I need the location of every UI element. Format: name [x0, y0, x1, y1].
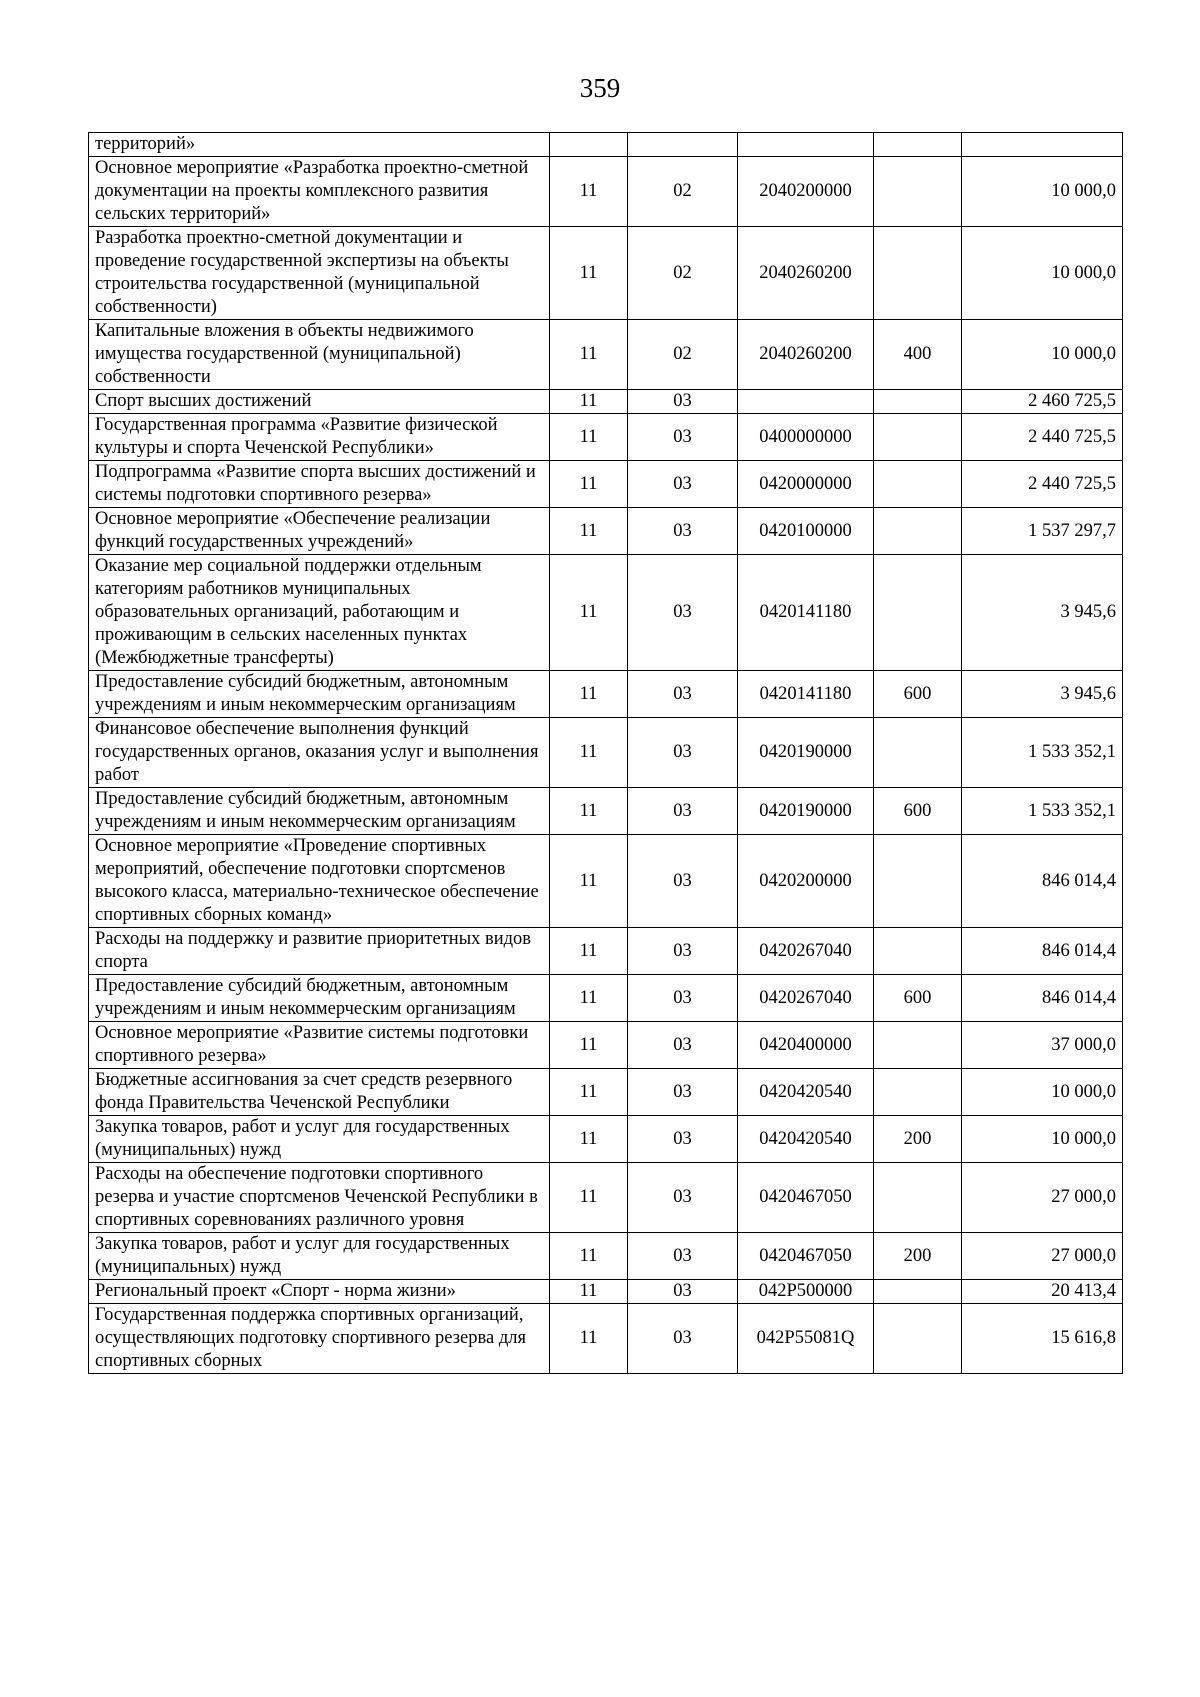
row-target-code: 042P55081Q	[738, 1304, 874, 1374]
row-section: 11	[550, 414, 628, 461]
row-section: 11	[550, 835, 628, 928]
row-expense-type	[874, 227, 962, 320]
row-name: территорий»	[89, 133, 550, 157]
row-name: Бюджетные ассигнования за счет средств резервного фонда Правительства Чеченской Республики	[89, 1069, 550, 1116]
row-name: Предоставление субсидий бюджетным, автономным учреждениям и иным некоммерческим организациям	[89, 975, 550, 1022]
row-amount: 2 440 725,5	[962, 461, 1123, 508]
row-name: Предоставление субсидий бюджетным, автономным учреждениям и иным некоммерческим организациям	[89, 671, 550, 718]
row-amount: 2 460 725,5	[962, 390, 1123, 414]
row-target-code	[738, 390, 874, 414]
row-amount: 3 945,6	[962, 555, 1123, 671]
row-subsection: 02	[628, 320, 738, 390]
row-expense-type	[874, 1304, 962, 1374]
row-expense-type	[874, 1163, 962, 1233]
row-expense-type	[874, 928, 962, 975]
row-section: 11	[550, 1304, 628, 1374]
row-subsection: 03	[628, 1304, 738, 1374]
row-name: Закупка товаров, работ и услуг для государственных (муниципальных) нужд	[89, 1116, 550, 1163]
row-subsection: 03	[628, 1022, 738, 1069]
row-name: Подпрограмма «Развитие спорта высших достижений и системы подготовки спортивного резерва»	[89, 461, 550, 508]
row-expense-type: 200	[874, 1233, 962, 1280]
row-expense-type	[874, 390, 962, 414]
row-expense-type	[874, 555, 962, 671]
row-amount	[962, 133, 1123, 157]
table-row	[89, 1280, 1123, 1304]
row-subsection: 03	[628, 671, 738, 718]
row-amount: 846 014,4	[962, 928, 1123, 975]
table-row	[89, 461, 1123, 508]
row-target-code: 0420267040	[738, 975, 874, 1022]
table-row	[89, 671, 1123, 718]
table-row	[89, 555, 1123, 671]
row-name: Государственная поддержка спортивных организаций, осуществляющих подготовку спортивного резерва для спортивных сборных	[89, 1304, 550, 1374]
row-subsection: 03	[628, 461, 738, 508]
row-amount: 3 945,6	[962, 671, 1123, 718]
row-name: Капитальные вложения в объекты недвижимого имущества государственной (муниципальной) собственности	[89, 320, 550, 390]
row-amount: 846 014,4	[962, 975, 1123, 1022]
table-row	[89, 508, 1123, 555]
table-row	[89, 1233, 1123, 1280]
table-row	[89, 975, 1123, 1022]
row-target-code: 2040260200	[738, 320, 874, 390]
row-section: 11	[550, 320, 628, 390]
row-subsection: 03	[628, 1163, 738, 1233]
row-expense-type	[874, 718, 962, 788]
row-subsection: 03	[628, 1116, 738, 1163]
row-name: Спорт высших достижений	[89, 390, 550, 414]
row-expense-type: 200	[874, 1116, 962, 1163]
row-section: 11	[550, 157, 628, 227]
row-name: Основное мероприятие «Разработка проектно-сметной документации на проекты комплексного развития сельских территорий»	[89, 157, 550, 227]
table-row	[89, 928, 1123, 975]
row-amount: 20 413,4	[962, 1280, 1123, 1304]
page-number: 359	[579, 73, 621, 103]
row-target-code: 0420000000	[738, 461, 874, 508]
row-section: 11	[550, 928, 628, 975]
table-row	[89, 390, 1123, 414]
row-expense-type	[874, 835, 962, 928]
row-name: Оказание мер социальной поддержки отдельным категориям работников муниципальных образовательных организаций, работающим и проживающим в сельских населенных пунктах (Межбюджетные трансферты)	[89, 555, 550, 671]
row-target-code: 2040200000	[738, 157, 874, 227]
row-target-code: 0400000000	[738, 414, 874, 461]
row-subsection	[628, 133, 738, 157]
table-row	[89, 788, 1123, 835]
row-target-code: 0420420540	[738, 1069, 874, 1116]
row-subsection: 02	[628, 227, 738, 320]
row-name: Закупка товаров, работ и услуг для государственных (муниципальных) нужд	[89, 1233, 550, 1280]
table-row	[89, 1304, 1123, 1374]
row-subsection: 02	[628, 157, 738, 227]
row-expense-type: 400	[874, 320, 962, 390]
row-amount: 10 000,0	[962, 157, 1123, 227]
row-subsection: 03	[628, 508, 738, 555]
row-section: 11	[550, 1233, 628, 1280]
row-section: 11	[550, 1116, 628, 1163]
row-amount: 27 000,0	[962, 1233, 1123, 1280]
table-row	[89, 835, 1123, 928]
row-expense-type	[874, 414, 962, 461]
row-amount: 37 000,0	[962, 1022, 1123, 1069]
row-expense-type	[874, 133, 962, 157]
row-name: Государственная программа «Развитие физической культуры и спорта Чеченской Республики»	[89, 414, 550, 461]
row-subsection: 03	[628, 390, 738, 414]
row-section	[550, 133, 628, 157]
row-subsection: 03	[628, 928, 738, 975]
row-section: 11	[550, 461, 628, 508]
row-amount: 10 000,0	[962, 320, 1123, 390]
row-name: Основное мероприятие «Проведение спортивных мероприятий, обеспечение подготовки спортсменов высокого класса, материально-техническое обеспечение спортивных сборных команд»	[89, 835, 550, 928]
table-row	[89, 718, 1123, 788]
row-amount: 2 440 725,5	[962, 414, 1123, 461]
table-row	[89, 320, 1123, 390]
table-row	[89, 414, 1123, 461]
row-expense-type	[874, 1280, 962, 1304]
table-row	[89, 1116, 1123, 1163]
row-amount: 1 533 352,1	[962, 718, 1123, 788]
table-row	[89, 1163, 1123, 1233]
row-name: Основное мероприятие «Обеспечение реализации функций государственных учреждений»	[89, 508, 550, 555]
row-name: Разработка проектно-сметной документации и проведение государственной экспертизы на объекты строительства государственной (муниципальной собственности)	[89, 227, 550, 320]
row-expense-type	[874, 1022, 962, 1069]
row-expense-type	[874, 1069, 962, 1116]
row-subsection: 03	[628, 555, 738, 671]
row-amount: 1 537 297,7	[962, 508, 1123, 555]
row-target-code: 2040260200	[738, 227, 874, 320]
row-amount: 846 014,4	[962, 835, 1123, 928]
row-section: 11	[550, 390, 628, 414]
row-target-code: 042P500000	[738, 1280, 874, 1304]
row-target-code: 0420100000	[738, 508, 874, 555]
row-expense-type	[874, 508, 962, 555]
row-subsection: 03	[628, 975, 738, 1022]
table-row	[89, 1069, 1123, 1116]
row-target-code: 0420400000	[738, 1022, 874, 1069]
row-target-code: 0420190000	[738, 718, 874, 788]
row-name: Предоставление субсидий бюджетным, автономным учреждениям и иным некоммерческим организациям	[89, 788, 550, 835]
row-amount: 10 000,0	[962, 1069, 1123, 1116]
row-subsection: 03	[628, 788, 738, 835]
row-subsection: 03	[628, 1280, 738, 1304]
row-target-code: 0420141180	[738, 555, 874, 671]
row-section: 11	[550, 555, 628, 671]
row-expense-type: 600	[874, 671, 962, 718]
row-amount: 10 000,0	[962, 227, 1123, 320]
table-row	[89, 227, 1123, 320]
row-section: 11	[550, 1163, 628, 1233]
budget-table	[88, 132, 1123, 1374]
row-target-code: 0420467050	[738, 1233, 874, 1280]
row-expense-type	[874, 157, 962, 227]
row-subsection: 03	[628, 1233, 738, 1280]
row-expense-type: 600	[874, 975, 962, 1022]
row-subsection: 03	[628, 835, 738, 928]
row-target-code: 0420420540	[738, 1116, 874, 1163]
row-name: Расходы на обеспечение подготовки спортивного резерва и участие спортсменов Чеченской Республики в спортивных соревнованиях различного уровня	[89, 1163, 550, 1233]
table-row	[89, 157, 1123, 227]
row-amount: 10 000,0	[962, 1116, 1123, 1163]
row-expense-type: 600	[874, 788, 962, 835]
row-target-code: 0420141180	[738, 671, 874, 718]
row-section: 11	[550, 788, 628, 835]
row-subsection: 03	[628, 1069, 738, 1116]
row-name: Финансовое обеспечение выполнения функций государственных органов, оказания услуг и выполнения работ	[89, 718, 550, 788]
row-section: 11	[550, 1280, 628, 1304]
table-row	[89, 133, 1123, 157]
row-section: 11	[550, 227, 628, 320]
table-row	[89, 1022, 1123, 1069]
row-section: 11	[550, 508, 628, 555]
row-subsection: 03	[628, 718, 738, 788]
row-target-code: 0420467050	[738, 1163, 874, 1233]
row-section: 11	[550, 718, 628, 788]
row-amount: 1 533 352,1	[962, 788, 1123, 835]
row-target-code: 0420190000	[738, 788, 874, 835]
row-section: 11	[550, 975, 628, 1022]
row-amount: 15 616,8	[962, 1304, 1123, 1374]
row-section: 11	[550, 1069, 628, 1116]
row-subsection: 03	[628, 414, 738, 461]
row-target-code: 0420200000	[738, 835, 874, 928]
row-name: Основное мероприятие «Развитие системы подготовки спортивного резерва»	[89, 1022, 550, 1069]
row-target-code	[738, 133, 874, 157]
row-name: Региональный проект «Спорт - норма жизни»	[89, 1280, 550, 1304]
row-name: Расходы на поддержку и развитие приоритетных видов спорта	[89, 928, 550, 975]
row-section: 11	[550, 1022, 628, 1069]
row-target-code: 0420267040	[738, 928, 874, 975]
row-section: 11	[550, 671, 628, 718]
row-expense-type	[874, 461, 962, 508]
row-amount: 27 000,0	[962, 1163, 1123, 1233]
